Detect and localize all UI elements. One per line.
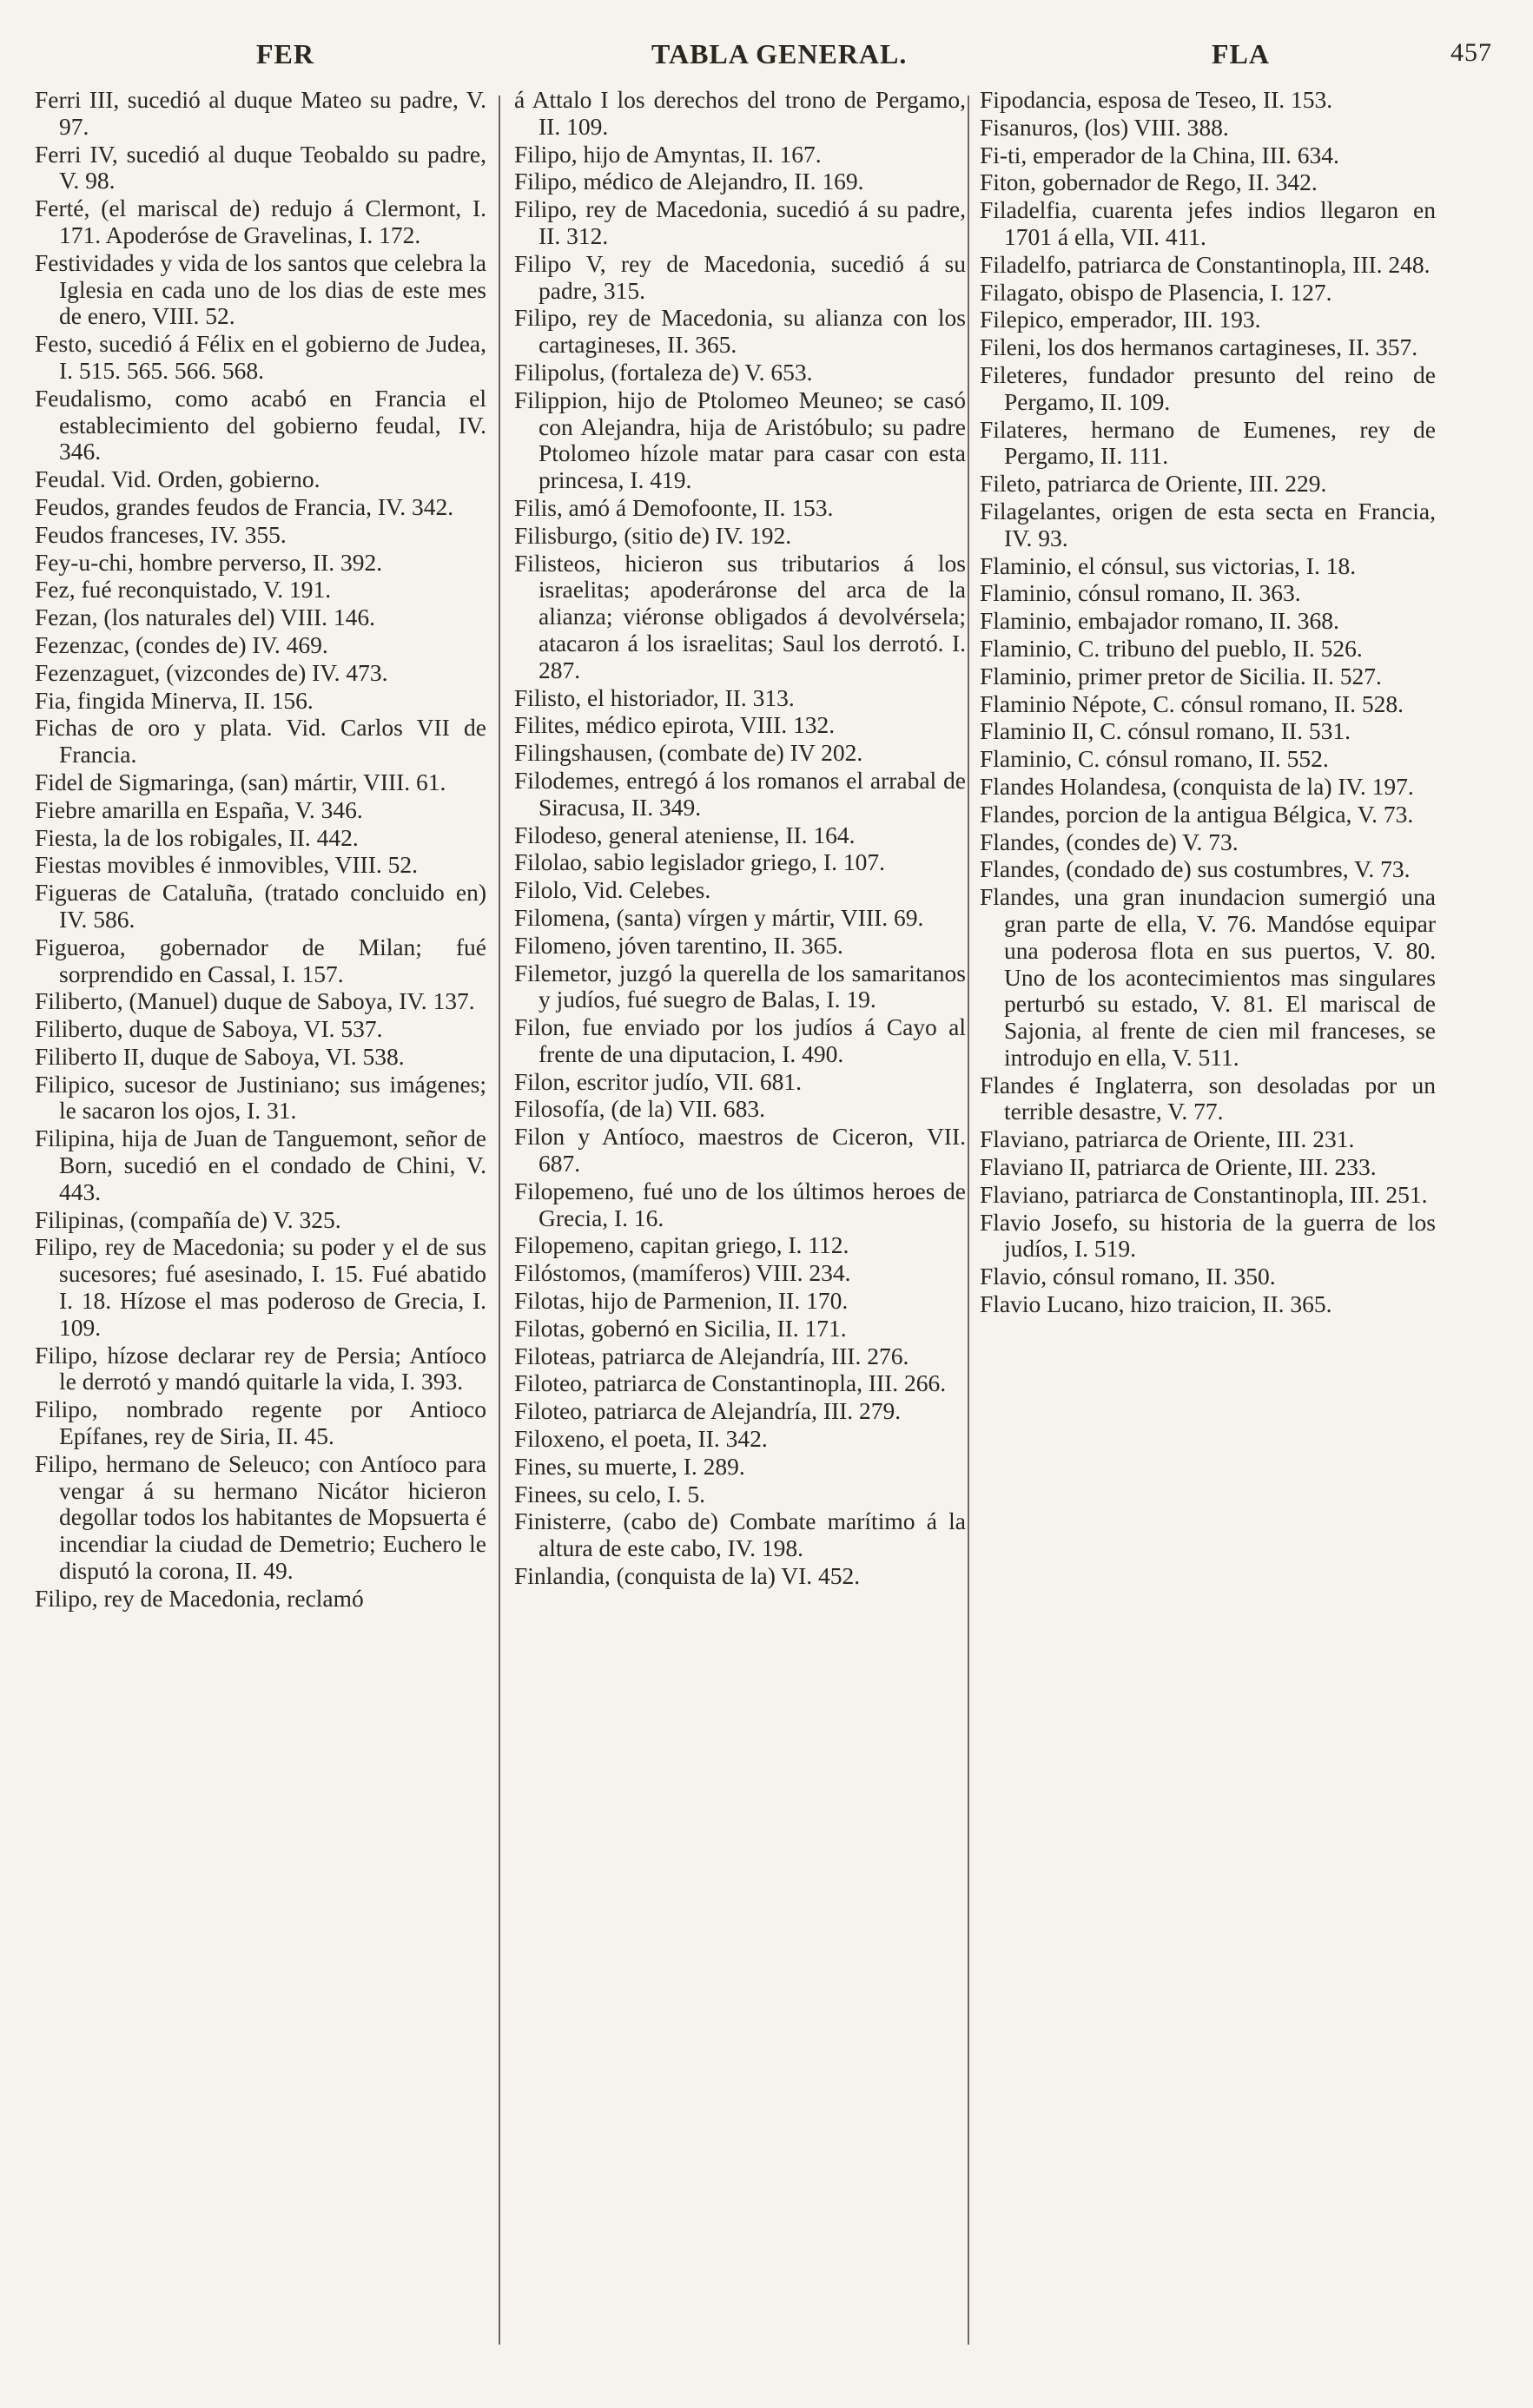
index-column-3	[980, 87, 1436, 1319]
index-entry: Filisburgo, (sitio de) IV. 192.	[514, 521, 792, 549]
header-right-keyword: FLA	[1212, 38, 1270, 69]
index-entry: Fi-ti, emperador de la China, III. 634.	[980, 141, 1339, 168]
index-entry: Flaminio, C. cónsul romano, II. 552.	[980, 745, 1329, 773]
index-entry: Filon, escritor judío, VII. 681.	[514, 1067, 802, 1095]
index-entry: Filisteos, hicieron sus tributarios á los israelitas; apoderáronse del arca de la alianza; viéronse obligados á devolvérsela; atacaron á los israelitas; Saul los derrotó. I. 287.	[514, 549, 966, 683]
index-entry: Flaminio, cónsul romano, II. 363.	[980, 579, 1301, 607]
index-entry: Filingshausen, (combate de) IV 202.	[514, 739, 863, 767]
index-entry: Filiberto, (Manuel) duque de Saboya, IV. 137.	[35, 987, 475, 1015]
index-entry: Finlandia, (conquista de la) VI. 452.	[514, 1562, 861, 1590]
index-entry: Ferri IV, sucedió al duque Teobaldo su padre, V. 98.	[35, 140, 486, 195]
index-entry: Filemetor, juzgó la querella de los samaritanos y judíos, fué suegro de Balas, I. 19.	[514, 959, 966, 1013]
index-entry: Fipodancia, esposa de Teseo, II. 153.	[980, 86, 1333, 113]
index-entry: Flandes, (condes de) V. 73.	[980, 828, 1239, 855]
index-entry: Flaminio Népote, C. cónsul romano, II. 528.	[980, 689, 1404, 717]
index-entry: Filiberto, duque de Saboya, VI. 537.	[35, 1015, 383, 1043]
index-entry: Fidel de Sigmaringa, (san) mártir, VIII. 61.	[35, 768, 446, 795]
index-entry: Filippion, hijo de Ptolomeo Meuneo; se casó con Alejandra, hija de Aristóbulo; su padre Ptolomeo hízole matar para casar con esta princesa, I. 419.	[514, 386, 966, 494]
index-entry: Filóstomos, (mamíferos) VIII. 234.	[514, 1259, 851, 1287]
index-entry: Filotas, gobernó en Sicilia, II. 171.	[514, 1314, 847, 1342]
index-entry: Filisto, el historiador, II. 313.	[514, 683, 795, 711]
index-entry: Filipo, rey de Macedonia, sucedió á su padre, II. 312.	[514, 195, 966, 249]
index-entry: Filipo, hijo de Amyntas, II. 167.	[514, 140, 822, 168]
index-entry: Festo, sucedió á Félix en el gobierno de Judea, I. 515. 565. 566. 568.	[35, 330, 486, 384]
index-entry: Feudos franceses, IV. 355.	[35, 520, 287, 548]
index-entry: Flaminio, C. tribuno del pueblo, II. 526.	[980, 634, 1363, 662]
index-entry: á Attalo I los derechos del trono de Pergamo, II. 109.	[514, 86, 966, 140]
header-left-keyword: FER	[256, 38, 314, 69]
index-entry: Flandes, (condado de) sus costumbres, V. 73.	[980, 855, 1411, 883]
index-entry: Filipo, rey de Macedonia, su alianza con los cartagineses, II. 365.	[514, 304, 966, 359]
index-entry: Filoteas, patriarca de Alejandría, III. 276.	[514, 1342, 909, 1369]
index-entry: Filotas, hijo de Parmenion, II. 170.	[514, 1287, 849, 1315]
index-entry: Filoteo, patriarca de Alejandría, III. 279.	[514, 1397, 902, 1425]
index-entry: Filopemeno, fué uno de los últimos heroes de Grecia, I. 16.	[514, 1177, 966, 1231]
index-entry: Filipo, médico de Alejandro, II. 169.	[514, 168, 864, 195]
index-entry: Feudalismo, como acabó en Francia el establecimiento del gobierno feudal, IV. 346.	[35, 384, 486, 465]
index-entry: Flaminio, embajador romano, II. 368.	[980, 607, 1339, 635]
index-entry: Filipo, nombrado regente por Antioco Epífanes, rey de Siria, II. 45.	[35, 1395, 486, 1450]
index-entry: Feudos, grandes feudos de Francia, IV. 342.	[35, 492, 454, 520]
index-entry: Figueras de Cataluña, (tratado concluido en) IV. 586.	[35, 879, 486, 933]
index-entry: Fiesta, la de los robigales, II. 442.	[35, 823, 359, 851]
index-entry: Flandes Holandesa, (conquista de la) IV. 197.	[980, 772, 1414, 800]
index-entry: Flaviano, patriarca de Oriente, III. 231.	[980, 1125, 1355, 1153]
index-entry: Filipo V, rey de Macedonia, sucedió á su padre, 315.	[514, 249, 966, 304]
index-entry: Fines, su muerte, I. 289.	[514, 1452, 745, 1480]
index-column-2	[514, 87, 966, 1591]
index-entry: Filipo, hermano de Seleuco; con Antíoco para vengar á su hermano Nicátor hicieron degollar todos los habitantes de Mopsuerta é incendiar la ciudad de Demetrio; Euchero le disputó la corona, II. 49.	[35, 1449, 486, 1585]
index-entry: Filagelantes, origen de esta secta en Francia, IV. 93.	[980, 497, 1436, 551]
index-entry: Filadelfia, cuarenta jefes indios llegaron en 1701 á ella, VII. 411.	[980, 196, 1436, 250]
index-entry: Ferri III, sucedió al duque Mateo su padre, V. 97.	[35, 86, 486, 140]
page-number: 457	[1450, 38, 1492, 67]
index-entry: Filolao, sabio legislador griego, I. 107.	[514, 848, 885, 876]
index-entry: Filipolus, (fortaleza de) V. 653.	[514, 358, 813, 386]
index-entry: Flaminio II, C. cónsul romano, II. 531.	[980, 717, 1351, 745]
index-entry: Fichas de oro y plata. Vid. Carlos VII de Francia.	[35, 714, 486, 769]
index-entry: Fezenzaguet, (vizcondes de) IV. 473.	[35, 658, 388, 686]
index-entry: Fiestas movibles é inmovibles, VIII. 52.	[35, 851, 418, 879]
index-entry: Filopemeno, capitan griego, I. 112.	[514, 1231, 849, 1259]
index-entry: Filipo, rey de Macedonia, reclamó	[35, 1584, 364, 1612]
index-entry: Filosofía, (de la) VII. 683.	[514, 1095, 765, 1123]
index-entry: Filepico, emperador, III. 193.	[980, 306, 1261, 333]
index-entry: Fia, fingida Minerva, II. 156.	[35, 686, 314, 714]
index-entry: Filipo, hízose declarar rey de Persia; Antíoco le derrotó y mandó quitarle la vida, I. 393.	[35, 1341, 486, 1395]
index-entry: Filolo, Vid. Celebes.	[514, 876, 711, 904]
index-entry: Fileto, patriarca de Oriente, III. 229.	[980, 470, 1327, 498]
index-entry: Flaminio, primer pretor de Sicilia. II. 527.	[980, 662, 1382, 689]
index-entry: Finees, su celo, I. 5.	[514, 1480, 705, 1507]
index-entry: Fiebre amarilla en España, V. 346.	[35, 795, 363, 823]
index-entry: Filipo, rey de Macedonia; su poder y el de sus sucesores; fué asesinado, I. 15. Fué abatido I. 18. Hízose el mas poderoso de Grecia, I. 109.	[35, 1233, 486, 1341]
index-entry: Filites, médico epirota, VIII. 132.	[514, 711, 836, 739]
header-title: TABLA GENERAL.	[651, 38, 908, 69]
index-entry: Fileni, los dos hermanos cartagineses, II. 357.	[980, 333, 1418, 361]
index-entry: Flandes, porcion de la antigua Bélgica, V. 73.	[980, 800, 1414, 828]
index-entry: Filipico, sucesor de Justiniano; sus imágenes; le sacaron los ojos, I. 31.	[35, 1070, 486, 1125]
index-entry: Filagato, obispo de Plasencia, I. 127.	[980, 278, 1332, 306]
column-divider-2	[968, 96, 969, 2345]
index-entry: Fiton, gobernador de Rego, II. 342.	[980, 168, 1318, 196]
index-column-1	[35, 87, 486, 1613]
index-entry: Filoxeno, el poeta, II. 342.	[514, 1425, 768, 1453]
index-entry: Feudal. Vid. Orden, gobierno.	[35, 465, 320, 493]
index-entry: Flandes, una gran inundacion sumergió una gran parte de ella, V. 76. Mandóse equipar una poderosa flota en sus puertos, V. 80. Uno de los acontecimientos mas singulares perturbó su estado, V. 81. El mariscal de Sajonia, al frente de cien mil franceses, se introdujo en ella, V. 511.	[980, 883, 1436, 1071]
index-entry: Flandes é Inglaterra, son desoladas por un terrible desastre, V. 77.	[980, 1071, 1436, 1125]
index-entry: Filomena, (santa) vírgen y mártir, VIII. 69.	[514, 903, 924, 931]
index-entry: Filodeso, general ateniense, II. 164.	[514, 821, 856, 848]
index-entry: Filiberto II, duque de Saboya, VI. 538.	[35, 1042, 405, 1070]
column-divider-1	[499, 96, 500, 2345]
index-entry: Festividades y vida de los santos que celebra la Iglesia en cada uno de los dias de este mes de enero, VIII. 52.	[35, 248, 486, 330]
index-entry: Flaminio, el cónsul, sus victorias, I. 18.	[980, 551, 1357, 579]
index-entry: Filodemes, entregó á los romanos el arrabal de Siracusa, II. 349.	[514, 766, 966, 821]
index-entry: Finisterre, (cabo de) Combate marítimo á la altura de este cabo, IV. 198.	[514, 1507, 966, 1562]
index-entry: Flavio Josefo, su historia de la guerra de los judíos, I. 519.	[980, 1208, 1436, 1263]
index-entry: Flaviano II, patriarca de Oriente, III. 233.	[980, 1153, 1377, 1181]
index-entry: Filipinas, (compañía de) V. 325.	[35, 1205, 341, 1233]
index-entry: Ferté, (el mariscal de) redujo á Clermont, I. 171. Apoderóse de Gravelinas, I. 172.	[35, 195, 486, 248]
index-entry: Fey-u-chi, hombre perverso, II. 392.	[35, 548, 383, 576]
index-entry: Filomeno, jóven tarentino, II. 365.	[514, 931, 843, 959]
index-entry: Filis, amó á Demofoonte, II. 153.	[514, 493, 834, 521]
index-entry: Filoteo, patriarca de Constantinopla, III. 266.	[514, 1369, 947, 1397]
index-entry: Filon, fue enviado por los judíos á Cayo al frente de una diputacion, I. 490.	[514, 1013, 966, 1067]
index-entry: Filateres, hermano de Eumenes, rey de Pergamo, II. 111.	[980, 415, 1436, 470]
index-entry: Figueroa, gobernador de Milan; fué sorprendido en Cassal, I. 157.	[35, 933, 486, 987]
index-entry: Flavio, cónsul romano, II. 350.	[980, 1263, 1276, 1290]
index-entry: Fileteres, fundador presunto del reino de Pergamo, II. 109.	[980, 360, 1436, 415]
index-entry: Filadelfo, patriarca de Constantinopla, III. 248.	[980, 250, 1431, 278]
index-entry: Filipina, hija de Juan de Tanguemont, señor de Born, sucedió en el condado de Chini, V. 443.	[35, 1125, 486, 1205]
index-entry: Fezan, (los naturales del) VIII. 146.	[35, 604, 376, 631]
index-entry: Fisanuros, (los) VIII. 388.	[980, 113, 1229, 141]
index-entry: Filon y Antíoco, maestros de Ciceron, VII. 687.	[514, 1123, 966, 1178]
page-header	[35, 31, 1492, 73]
index-entry: Flaviano, patriarca de Constantinopla, III. 251.	[980, 1180, 1428, 1208]
index-entry: Fez, fué reconquistado, V. 191.	[35, 576, 332, 604]
index-entry: Fezenzac, (condes de) IV. 469.	[35, 630, 328, 658]
index-entry: Flavio Lucano, hizo traicion, II. 365.	[980, 1290, 1332, 1318]
